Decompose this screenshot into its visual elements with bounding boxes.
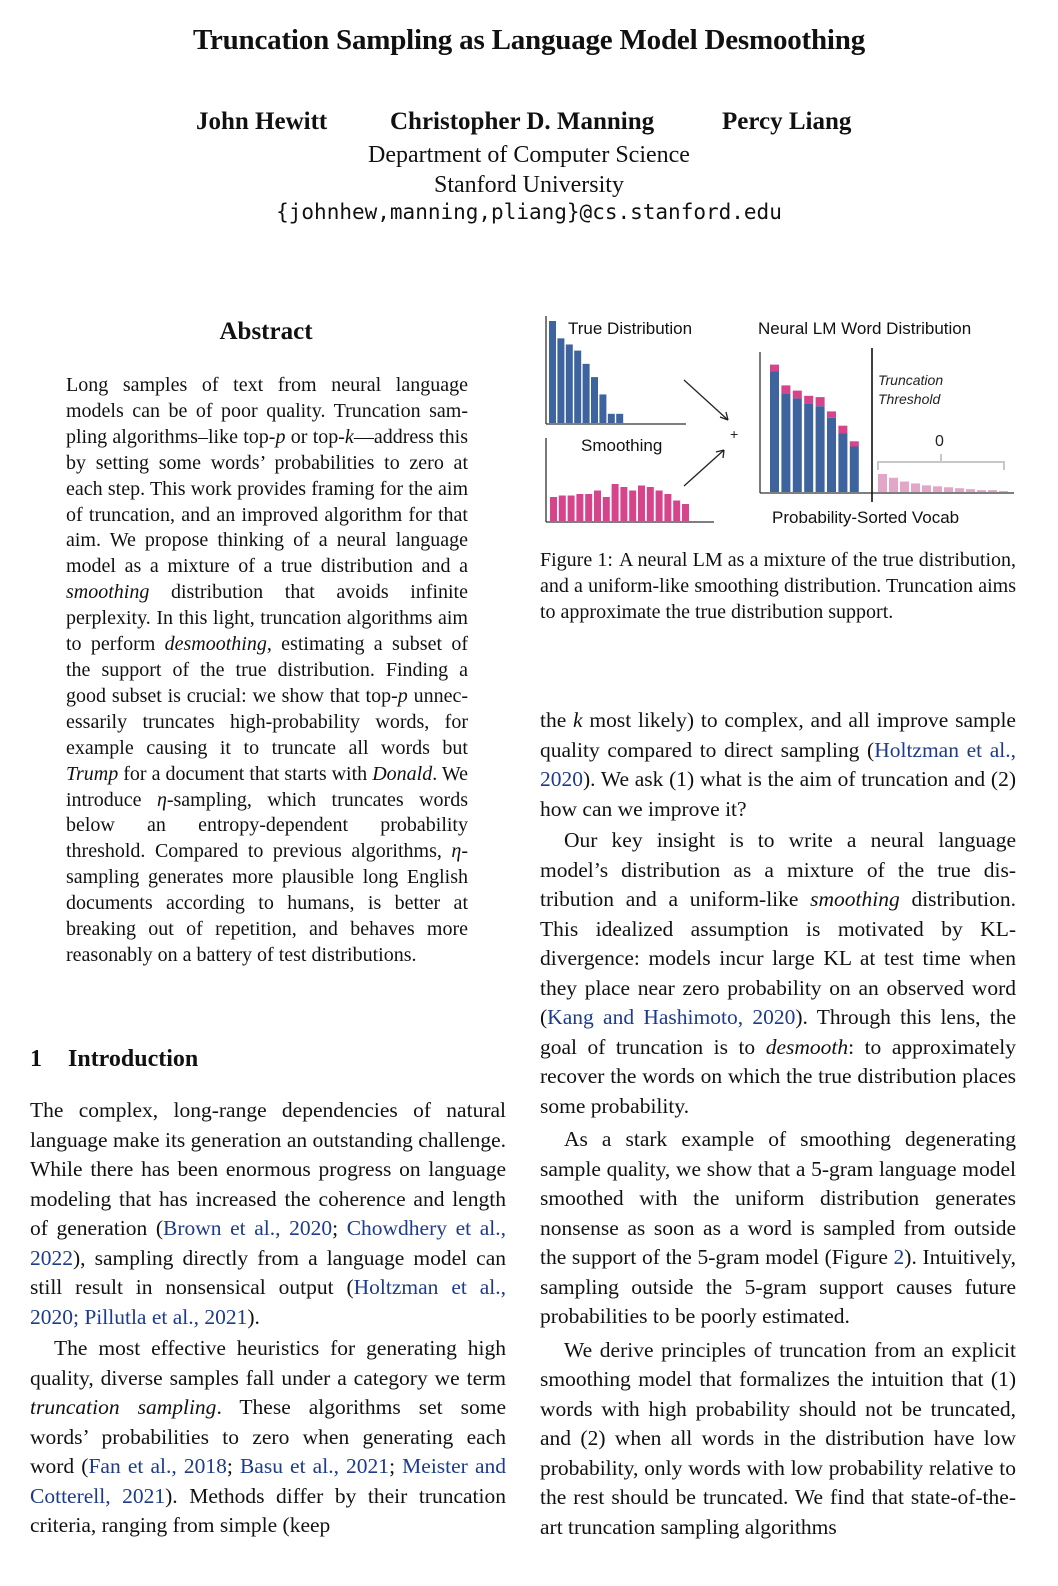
truncated-tail-bar bbox=[900, 482, 909, 492]
true-distribution-label: True Distribution bbox=[568, 319, 693, 338]
truncated-tail-bar bbox=[922, 485, 931, 492]
intro-left-column bbox=[30, 1096, 506, 1541]
plus-sign: + bbox=[730, 426, 739, 442]
x-axis-label: Probability-Sorted Vocab bbox=[772, 508, 960, 527]
intro-paragraph: The complex, long-range dependencies of natural language make its generation an outstanding challenge. While there has been enormous progress on language modeling that has increased the coherence and length of generation (Brown et al., 2020; Chowdhery et al., 2022), sampling directly from a language model can still result in nonsensical output (Holtzman et al., 2020; Pillutla et al., 2021). bbox=[30, 1098, 506, 1329]
intro-paragraph: The most effective heuristics for generating high quality, diverse samples fall under a category we term truncation sampling. These algorithms set some words’ probabilities to zero when generating each word (Fan et al., 2018; Basu et al., 2021; Meister and Cotterell, 2021). Methods differ by their truncation criteria, ranging from simple (keep bbox=[30, 1336, 507, 1537]
truncated-tail-bar bbox=[944, 487, 953, 492]
smoothing-bar bbox=[682, 504, 689, 521]
intro-paragraph: the k most likely) to complex, and all improve sample quality compared to direct sampling (Holtzman et al., 2020). We ask (1) what is the aim of truncation and (2) how can we improve it? bbox=[540, 708, 1016, 821]
truncated-tail-bar bbox=[977, 490, 986, 492]
true-distribution-bar bbox=[616, 414, 623, 423]
neural-lm-label: Neural LM Word Distribution bbox=[758, 319, 972, 338]
neural-lm-smoothing-cap bbox=[770, 365, 779, 372]
truncation-threshold-label: Truncation bbox=[878, 372, 944, 388]
smoothing-bars bbox=[550, 484, 689, 521]
intro-paragraph: Our key insight is to write a neural language model’s distribution as a mixture of the true distribution and a uniform-like smoothing distribution. This idealized assumption is motivated by KL-divergence: models incur large KL at test time when they place near zero probability on an observed word (Kang and Hashimoto, 2020). Through this lens, the goal of truncation is to desmooth: to approximately recover the words on which the true distribution places some probability. bbox=[540, 828, 1017, 1118]
neural-lm-smoothing-cap bbox=[838, 426, 847, 434]
truncated-tail-bar bbox=[911, 483, 920, 492]
neural-lm-bar bbox=[793, 398, 802, 492]
true-distribution-bar bbox=[583, 364, 590, 423]
smoothing-bar bbox=[576, 494, 583, 521]
true-distribution-bar bbox=[599, 394, 606, 423]
caption-label: Figure 1: bbox=[540, 549, 613, 571]
citation-link[interactable]: Holtzman et al., 2020 bbox=[540, 737, 1016, 791]
smoothing-bar bbox=[656, 491, 663, 522]
neural-lm-smoothing-cap bbox=[816, 397, 825, 406]
smoothing-bar bbox=[664, 494, 671, 521]
truncated-tail-bar bbox=[988, 490, 997, 492]
true-distribution-bar bbox=[549, 321, 556, 423]
paper-title: Truncation Sampling as Language Model Desmoothing bbox=[192, 24, 866, 56]
zero-bracket bbox=[878, 454, 1004, 470]
zero-label: 0 bbox=[935, 433, 944, 450]
citation-link[interactable]: Fan et al., 2018 bbox=[88, 1454, 227, 1478]
smoothing-bar bbox=[673, 501, 680, 522]
intro-paragraph: We derive principles of truncation from an explicit smoothing model that formalizes the intuition that (1) words with high probability should not be truncated, and (2) when all words in the distribution have low probability, only words with low probability relative to the rest should be truncated. We find that state-of-the-art truncation sampling algorithms bbox=[540, 1337, 1016, 1539]
citation-link[interactable]: Kang and Hashimoto, 2020 bbox=[547, 1005, 796, 1029]
truncated-tail-bar bbox=[999, 491, 1008, 492]
truncated-tail-bar bbox=[889, 478, 898, 492]
author-name: Percy Liang bbox=[722, 108, 852, 135]
figure-1-diagram bbox=[536, 310, 1022, 534]
neural-lm-smoothing-cap bbox=[827, 411, 836, 418]
affiliation-university: Stanford University bbox=[434, 172, 624, 198]
neural-lm-bars bbox=[770, 365, 859, 492]
neural-lm-bar bbox=[850, 447, 859, 493]
citation-link[interactable]: Chowdhery et al., 2022 bbox=[30, 1216, 506, 1270]
neural-lm-bar bbox=[781, 393, 790, 492]
smoothing-bar bbox=[647, 487, 654, 521]
smoothing-bar bbox=[594, 491, 601, 522]
citation-link[interactable]: Basu et al., 2021 bbox=[239, 1454, 390, 1478]
neural-lm-smoothing-cap bbox=[781, 385, 790, 393]
neural-lm-bar bbox=[816, 406, 825, 492]
abstract-body: Long samples of text from neural language models can be of poor quality. Truncation sampling algorithms–like top-p or top-k—address this by setting some words’ probabilities to zero at each step. This work provides framing for the aim of truncation, and an improved algorithm for that aim. We propose thinking of a neural language model as a mixture of a true distribution and a smoothing distribution that avoids infinite perplexity. In this light, truncation algorithms aim to perform desmoothing, estimating a subset of the support of the true distribution. Finding a good subset is crucial: we show that top-p unnecessarily truncates high-probability words, for example causing it to truncate all words but Trump for a document that starts with Donald. We introduce η-sampling, which truncates words below an entropy-dependent probability threshold. Compared to previous algorithms, η-sampling generates more plausible long English documents according to humans, is better at breaking out of repetition, and behaves more reasonably on a battery of test distributions. bbox=[66, 374, 468, 966]
truncated-tail-bar bbox=[955, 488, 964, 492]
smoothing-bar bbox=[629, 491, 636, 522]
section-title: Introduction bbox=[68, 1046, 199, 1072]
citation-link[interactable]: Holtzman et al., 2020; Pillutla et al., 2021 bbox=[30, 1275, 506, 1329]
true-distribution-bar bbox=[566, 344, 573, 423]
truncated-bars bbox=[878, 474, 1008, 492]
neural-lm-bar bbox=[838, 434, 847, 493]
neural-lm-bar bbox=[827, 418, 836, 492]
neural-lm-bar bbox=[770, 371, 779, 492]
figure-1-caption bbox=[540, 548, 1016, 626]
smoothing-bar bbox=[568, 496, 575, 522]
smoothing-bar bbox=[550, 497, 557, 521]
section-heading-introduction bbox=[30, 1046, 198, 1073]
truncated-tail-bar bbox=[933, 486, 942, 492]
section-number: 1 bbox=[30, 1046, 42, 1072]
smoothing-label: Smoothing bbox=[581, 436, 663, 455]
abstract-heading: Abstract bbox=[219, 318, 313, 345]
neural-lm-smoothing-cap bbox=[804, 396, 813, 404]
author-name: Christopher D. Manning bbox=[390, 108, 655, 135]
smoothing-bar bbox=[585, 494, 592, 521]
intro-right-column bbox=[540, 706, 1016, 1542]
smoothing-bar bbox=[620, 487, 627, 521]
true-distribution-bar bbox=[557, 338, 564, 423]
truncated-tail-bar bbox=[966, 489, 975, 492]
true-distribution-bar bbox=[608, 414, 615, 423]
arrow-smoothing-to-mixture bbox=[684, 450, 724, 486]
citation-link[interactable]: Meister and Cotterell, 2021 bbox=[30, 1454, 506, 1508]
truncation-threshold-label: Threshold bbox=[878, 391, 941, 407]
arrow-true-to-mixture bbox=[684, 380, 728, 420]
figure-1 bbox=[536, 310, 1022, 534]
caption-text: A neural LM as a mixture of the true distribution, and a uniform-like smoothing distribution. Truncation aims to approximate the true distribution support. bbox=[540, 549, 1016, 623]
figure-reference-link[interactable]: 2 bbox=[893, 1245, 905, 1269]
citation-link[interactable]: Brown et al., 2020 bbox=[163, 1216, 333, 1240]
intro-paragraph: As a stark example of smoothing degenerating sample quality, we show that a 5-gram language model smoothed with the uniform distribution generates nonsense as soon as a word is sampled from outside the support of the 5-gram model (Figure 2). Intuitively, sampling outside the 5-gram support causes future probabilities to be poorly estimated. bbox=[540, 1127, 1017, 1328]
author-email: {johnhew,manning,pliang}@cs.stanford.edu bbox=[276, 200, 782, 224]
affiliation-department: Department of Computer Science bbox=[368, 142, 690, 168]
true-distribution-bar bbox=[591, 377, 598, 423]
neural-lm-smoothing-cap bbox=[793, 391, 802, 399]
smoothing-bar bbox=[638, 486, 645, 522]
smoothing-bar bbox=[612, 484, 619, 521]
neural-lm-bar bbox=[804, 404, 813, 492]
truncated-tail-bar bbox=[878, 474, 887, 492]
author-name: John Hewitt bbox=[196, 108, 328, 135]
neural-lm-smoothing-cap bbox=[850, 441, 859, 446]
author-list bbox=[0, 108, 1058, 142]
smoothing-bar bbox=[559, 496, 566, 522]
smoothing-bar bbox=[603, 497, 610, 521]
true-distribution-bar bbox=[574, 351, 581, 423]
